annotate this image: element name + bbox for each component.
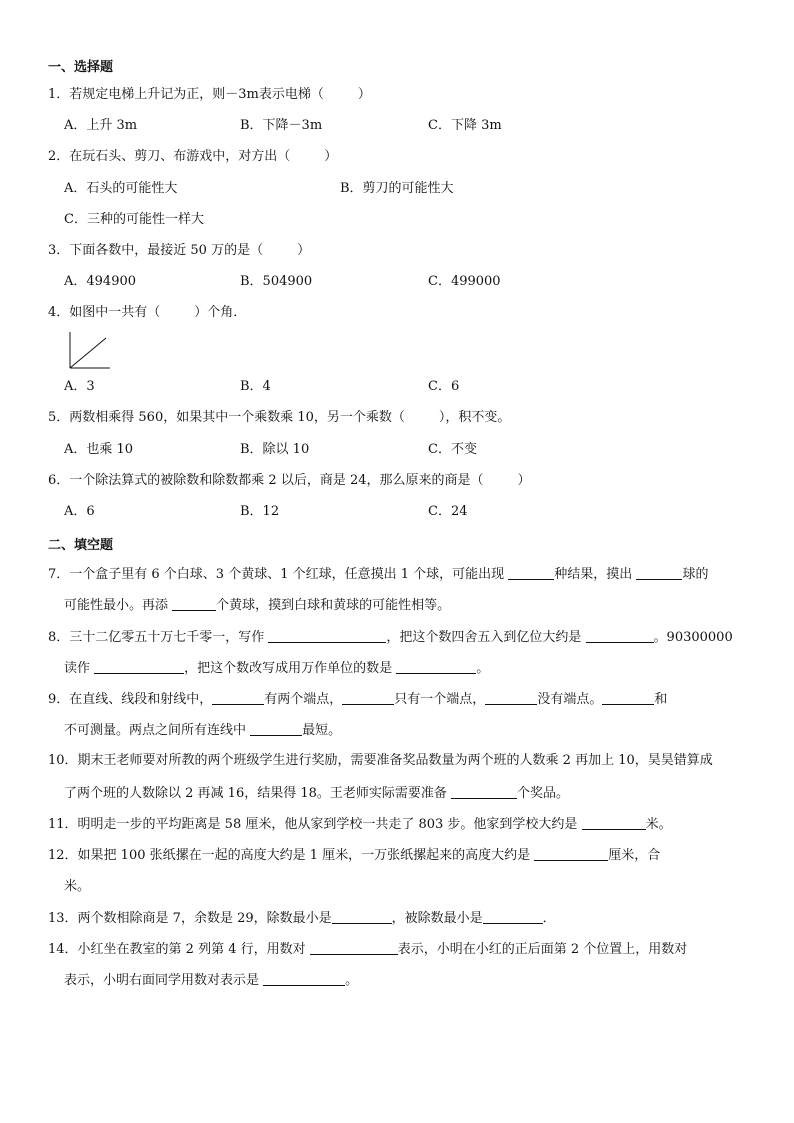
angle-ray-diagonal <box>70 338 106 368</box>
q4-option-c[interactable]: C．6 <box>428 379 460 394</box>
question-9: 9．在直线、线段和射线中， 有两个端点， 只有一个端点， 没有端点。 和 <box>48 692 668 707</box>
q14-blank-2[interactable] <box>263 971 345 986</box>
q3-option-a[interactable]: A．494900 <box>64 274 137 289</box>
q5-option-a[interactable]: A．也乘 10 <box>64 442 134 457</box>
q6-option-b[interactable]: B．12 <box>240 504 280 519</box>
question-8-cont: 读作 ，把这个数改写成用万作单位的数是 。 <box>64 661 490 676</box>
q10-blank-1[interactable] <box>451 784 517 799</box>
question-2: 2．在玩石头、剪刀、布游戏中，对方出（ ） <box>48 149 338 164</box>
question-13: 13．两个数相除商是 7，余数是 29，除数最小是 ，被除数最小是 ． <box>48 911 556 926</box>
q4-option-a[interactable]: A．3 <box>64 379 95 394</box>
q2-option-a[interactable]: A．石头的可能性大 <box>64 181 178 196</box>
question-10-cont: 了两个班的人数除以 2 再减 16，结果得 18。王老师实际需要准备 个奖品。 <box>64 786 570 801</box>
question-9-cont: 不可测量。两点之间所有连线中 最短。 <box>64 723 342 738</box>
q4-option-b[interactable]: B．4 <box>240 379 271 394</box>
question-5: 5．两数相乘得 560，如果其中一个乘数乘 10，另一个乘数（ ），积不变。 <box>48 410 511 425</box>
q1-option-c[interactable]: C．下降 3m <box>428 118 502 133</box>
q5-option-b[interactable]: B．除以 10 <box>240 442 310 457</box>
q13-blank-1[interactable] <box>332 909 392 924</box>
question-12: 12．如果把 100 张纸摞在一起的高度大约是 1 厘米，一万张纸摞起来的高度大约是 厘米，合 <box>48 848 661 863</box>
q3-option-b[interactable]: B．504900 <box>240 274 313 289</box>
question-3: 3．下面各数中，最接近 50 万的是（ ） <box>48 243 311 258</box>
q2-option-c[interactable]: C．三种的可能性一样大 <box>64 212 204 227</box>
q2-option-b[interactable]: B．剪刀的可能性大 <box>340 181 454 196</box>
q3-option-c[interactable]: C．499000 <box>428 274 501 289</box>
question-14: 14．小红坐在教室的第 2 列第 4 行，用数对 表示，小明在小红的正后面第 2 个位置上，用数对 <box>48 942 688 957</box>
q8-blank-4[interactable] <box>396 659 476 674</box>
q8-blank-3[interactable] <box>94 659 184 674</box>
q9-blank-4[interactable] <box>602 690 654 705</box>
q14-blank-1[interactable] <box>310 940 398 955</box>
q6-option-a[interactable]: A．6 <box>64 504 95 519</box>
q13-blank-2[interactable] <box>483 909 543 924</box>
question-8: 8．三十二亿零五十万七千零一，写作 ，把这个数四舍五入到亿位大约是 。90300000 <box>48 630 733 645</box>
q9-blank-2[interactable] <box>342 690 394 705</box>
q8-blank-2[interactable] <box>586 628 654 643</box>
question-14-cont: 表示，小明右面同学用数对表示是 。 <box>64 973 359 988</box>
q6-option-c[interactable]: C．24 <box>428 504 468 519</box>
q11-blank-1[interactable] <box>582 815 646 830</box>
q7-blank-3[interactable] <box>172 596 216 611</box>
question-1: 1．若规定电梯上升记为正，则－3m表示电梯（ ） <box>48 87 371 102</box>
question-7-cont: 可能性最小。再添 个黄球，摸到白球和黄球的可能性相等。 <box>64 598 451 613</box>
q9-blank-5[interactable] <box>250 721 302 736</box>
q1-option-b[interactable]: B．下降－3m <box>240 118 323 133</box>
q12-blank-1[interactable] <box>534 846 608 861</box>
question-12-cont: 米。 <box>64 879 91 894</box>
section-title-fill: 二、填空题 <box>48 538 114 553</box>
q7-blank-1[interactable] <box>508 565 554 580</box>
q9-blank-3[interactable] <box>485 690 537 705</box>
section-title-choice: 一、选择题 <box>48 60 114 75</box>
q1-option-a[interactable]: A．上升 3m <box>64 118 138 133</box>
q5-option-c[interactable]: C．不变 <box>428 442 477 457</box>
question-10: 10．期末王老师要对所教的两个班级学生进行奖励，需要准备奖品数量为两个班的人数乘 2 再加上 10，昊昊错算成 <box>48 753 713 768</box>
question-11: 11．明明走一步的平均距离是 58 厘米，他从家到学校一共走了 803 步。他家到学校大约是 米。 <box>48 817 672 832</box>
angle-figure <box>66 330 114 372</box>
question-6: 6．一个除法算式的被除数和除数都乘 2 以后，商是 24，那么原来的商是（ ） <box>48 473 531 488</box>
question-7: 7．一个盒子里有 6 个白球、3 个黄球、1 个红球，任意摸出 1 个球，可能出现 种结果，摸出 球的 <box>48 567 709 582</box>
question-4: 4．如图中一共有（ ）个角． <box>48 305 247 320</box>
q8-blank-1[interactable] <box>268 628 386 643</box>
q9-blank-1[interactable] <box>212 690 264 705</box>
q7-blank-2[interactable] <box>636 565 682 580</box>
